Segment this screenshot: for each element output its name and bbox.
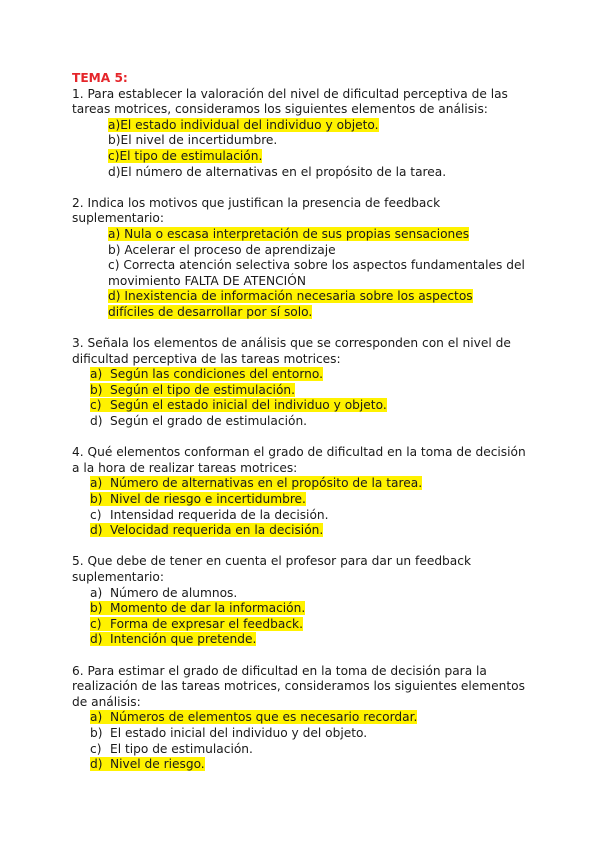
option-text: Nivel de riesgo e incertidumbre. bbox=[110, 492, 306, 507]
option-text: Según el grado de estimulación. bbox=[110, 414, 308, 429]
option-d bbox=[72, 165, 532, 181]
option-label: d) bbox=[90, 523, 103, 538]
question-6 bbox=[72, 664, 532, 773]
option-c bbox=[72, 742, 532, 758]
option-text: Número de alumnos. bbox=[110, 585, 238, 600]
option-d bbox=[72, 632, 532, 648]
option-text: d) Inexistencia de información necesaria sobre los aspectos difíciles de desarrollar por sí solo. bbox=[108, 289, 473, 319]
option-c bbox=[72, 398, 532, 414]
option-text: a)El estado individual del individuo y objeto. bbox=[108, 117, 379, 132]
option-b bbox=[72, 726, 532, 742]
option-text: Nivel de riesgo. bbox=[110, 757, 205, 772]
option-label: c) bbox=[90, 616, 102, 631]
option-text: Intensidad requerida de la decisión. bbox=[110, 507, 329, 522]
option-label: d) bbox=[90, 757, 103, 772]
question-text: 3. Señala los elementos de análisis que se corresponden con el nivel de dificultad perceptiva de las tareas motrices: bbox=[72, 336, 511, 366]
option-text: b) Acelerar el proceso de aprendizaje bbox=[108, 242, 336, 257]
option-text: El estado inicial del individuo y del objeto. bbox=[110, 725, 368, 740]
option-c bbox=[72, 617, 532, 633]
option-label: b) bbox=[90, 382, 103, 397]
question-1 bbox=[72, 87, 532, 181]
option-c bbox=[72, 508, 532, 524]
question-text: 1. Para establecer la valoración del nivel de dificultad perceptiva de las tareas motrices, consideramos los siguientes elementos de análisis: bbox=[72, 86, 508, 117]
option-text: Según las condiciones del entorno. bbox=[110, 367, 323, 382]
option-a bbox=[72, 227, 532, 243]
option-label: b) bbox=[90, 601, 103, 616]
option-text: c) Correcta atención selectiva sobre los aspectos fundamentales del movimiento FALTA DE ATENCIÓN bbox=[108, 258, 525, 288]
option-a bbox=[72, 118, 532, 134]
option-label: a) bbox=[90, 585, 103, 600]
option-b bbox=[72, 383, 532, 399]
question-text: 4. Qué elementos conforman el grado de dificultad en la toma de decisión a la hora de realizar tareas motrices: bbox=[72, 445, 526, 475]
option-text: Intención que pretende. bbox=[110, 632, 257, 647]
question-2 bbox=[72, 196, 532, 321]
option-label: a) bbox=[90, 476, 103, 491]
option-c bbox=[72, 149, 532, 165]
option-text: Según el estado inicial del individuo y objeto. bbox=[110, 398, 387, 413]
option-text: El tipo de estimulación. bbox=[110, 741, 253, 756]
option-text: Forma de expresar el feedback. bbox=[110, 616, 303, 631]
option-label: c) bbox=[90, 398, 102, 413]
question-3 bbox=[72, 336, 532, 430]
option-text: Números de elementos que es necesario recordar. bbox=[110, 710, 418, 725]
option-c bbox=[72, 258, 532, 289]
option-label: d) bbox=[90, 414, 103, 429]
option-label: b) bbox=[90, 725, 103, 740]
document-page bbox=[72, 71, 532, 773]
option-a bbox=[72, 476, 532, 492]
option-a bbox=[72, 710, 532, 726]
option-b bbox=[72, 243, 532, 259]
option-a bbox=[72, 586, 532, 602]
option-text: Según el tipo de estimulación. bbox=[110, 382, 295, 397]
option-label: a) bbox=[90, 367, 103, 382]
option-label: a) bbox=[90, 710, 103, 725]
option-label: c) bbox=[90, 741, 102, 756]
option-label: d) bbox=[90, 632, 103, 647]
option-text: b)El nivel de incertidumbre. bbox=[108, 133, 278, 148]
option-text: a) Nula o escasa interpretación de sus propias sensaciones bbox=[108, 226, 470, 241]
option-b bbox=[72, 133, 532, 149]
document-title: TEMA 5: bbox=[72, 71, 128, 85]
question-text: 2. Indica los motivos que justifican la presencia de feedback suplementario: bbox=[72, 195, 441, 226]
question-5 bbox=[72, 554, 532, 648]
option-label: b) bbox=[90, 492, 103, 507]
option-b bbox=[72, 492, 532, 508]
option-d bbox=[72, 414, 532, 430]
option-text: d)El número de alternativas en el propósito de la tarea. bbox=[108, 164, 447, 179]
option-text: Velocidad requerida en la decisión. bbox=[110, 523, 324, 538]
option-d bbox=[72, 523, 532, 539]
option-text: c)El tipo de estimulación. bbox=[108, 148, 263, 163]
option-a bbox=[72, 367, 532, 383]
option-b bbox=[72, 601, 532, 617]
question-4 bbox=[72, 445, 532, 539]
option-text: Momento de dar la información. bbox=[110, 601, 306, 616]
option-label: c) bbox=[90, 507, 102, 522]
option-d bbox=[72, 757, 532, 773]
option-d bbox=[72, 289, 510, 320]
question-text: 6. Para estimar el grado de dificultad en la toma de decisión para la realización de las tareas motrices, consideramos los siguientes elementos de análisis: bbox=[72, 663, 525, 709]
question-text: 5. Que debe de tener en cuenta el profesor para dar un feedback suplementario: bbox=[72, 554, 472, 584]
option-text: Número de alternativas en el propósito de la tarea. bbox=[110, 476, 423, 491]
